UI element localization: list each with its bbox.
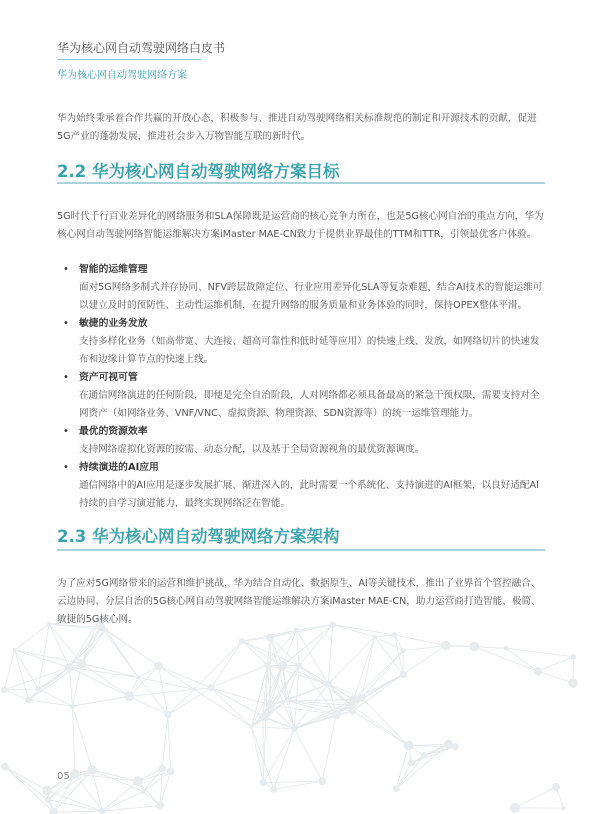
network-node [260,779,267,786]
network-link [354,637,375,700]
network-link [82,630,106,664]
section-heading-2-2: 2.2 华为核心网自动驾驶网络方案目标 [57,162,340,181]
network-node [249,725,253,729]
section-2-3-paragraph: 为了应对5G网络带来的运营和维护挑战，华为结合自动化、数据原生、AI等关键技术，推出了业界首个管控融合、云边协同、分层自治的5G核心网自动驾驶网络智能运维解决方案iMaster MAE-CN，助力运营商打造智能、极简、敏捷的5G核心网。 [57,578,541,625]
network-link [101,627,158,666]
network-link [294,711,352,729]
list-item-title: 最优的资源效率 [79,426,148,437]
network-link [282,625,332,666]
network-node [207,684,214,691]
network-link [15,650,82,663]
network-link [168,715,171,772]
network-node [192,687,196,691]
network-link [48,770,92,800]
network-link [294,729,322,781]
network-node [266,701,274,709]
network-link [75,774,138,781]
page-number: 05 [57,771,70,782]
network-link [129,689,194,696]
network-link [515,787,556,808]
network-link [15,650,39,689]
chapter-title: 华为核心网自动驾驶网络方案 [57,70,187,81]
network-link [396,744,448,788]
network-node [503,646,508,651]
section-2-2-paragraph: 5G时代千行百业差异化的网络服务和SLA保障既是运营商的核心竞争力所在，也是5G核心网自治的重点方向，华为核心网自动驾驶网络智能运维解决方案iMaster MAE-CN致力于提供业界最佳的TTM和TTR，引领最优客户体验。 [57,211,544,240]
network-node [534,667,542,675]
network-node [12,648,16,652]
network-node [441,641,450,650]
network-node [164,711,171,718]
network-node [45,796,52,803]
network-link [328,625,332,684]
network-node [70,704,75,709]
network-link [351,706,408,746]
network-node [469,642,479,652]
section-divider [57,549,545,551]
list-item [57,369,547,423]
network-node [1,687,7,693]
network-link [374,635,394,637]
bullet-icon: • [63,426,69,437]
network-node [266,633,274,641]
network-link [54,811,103,812]
network-link [29,663,82,700]
network-link [129,696,168,714]
network-node [372,635,376,639]
list-item-text: 通信网络中的AI应用是逐步发展扩展、渐进深入的，此时需要一个系统化、支持演进的AI框架，以良好适配AI持续的自学习演进能力，最终实现网络泛在智能。 [79,480,539,509]
network-link [396,745,408,788]
bullet-icon: • [63,264,69,275]
network-link [394,635,445,646]
network-link [352,711,408,745]
network-link [328,637,374,684]
network-node [318,777,326,785]
list-item-title: 敏捷的业务发放 [79,318,148,329]
network-link [194,641,242,689]
network-node [65,663,73,671]
network-link [29,667,70,700]
network-link [5,767,48,800]
network-node [510,803,520,813]
network-link [69,667,72,706]
network-node [159,765,166,772]
network-link [15,624,49,650]
network-node [401,648,405,652]
network-link [4,689,38,690]
network-link [362,651,403,698]
network-node [260,713,266,719]
network-link [267,637,270,665]
network-link [362,637,375,698]
network-link [412,747,456,763]
network-link [194,689,251,726]
network-node [393,785,400,792]
network-link [4,690,28,700]
network-node [404,741,414,751]
network-node [156,802,164,810]
network-node [358,694,366,702]
bullet-icon: • [63,372,69,383]
network-node [154,662,163,671]
network-node [421,752,427,758]
network-link [102,792,143,812]
network-node [349,708,356,715]
network-node [571,654,577,660]
list-item-title: 持续演进的AI应用 [79,462,159,473]
list-item [57,261,547,315]
network-link [362,698,409,746]
network-link [38,663,81,689]
network-node [133,776,143,786]
network-link [328,684,351,705]
bullet-icon: • [63,318,69,329]
network-node [141,789,146,794]
network-node [392,632,398,638]
network-node [1,763,9,771]
network-node [408,759,415,766]
network-link [158,666,211,688]
network-node [399,671,407,679]
network-link [162,715,168,769]
network-node [264,662,270,668]
network-link [538,657,574,672]
network-node [561,806,565,810]
network-link [409,744,449,745]
network-node [136,675,140,679]
network-link [47,791,102,812]
goal-list [57,261,547,513]
network-node [325,680,332,687]
network-link [102,806,160,812]
list-item-text: 面对5G网络多制式并存协同、NFV跨层故障定位、行业应用差异化SLA等复杂难题，结合AI技术的智能运维可以建立及时的预防性、主动性运维机制，在提升网络的服务质量和业务体验的同时，保持OPEX整体平滑。 [79,282,543,311]
network-node [568,678,577,687]
network-node [36,686,42,692]
network-link [294,700,353,729]
network-link [168,688,211,715]
list-item-title: 智能的运维管理 [79,264,148,275]
network-link [299,666,328,684]
network-link [102,781,138,811]
list-item-title: 资产可视可管 [79,372,138,383]
list-item-text: 支持多样化业务（如高带宽、大连接、超高可靠性和低时延等应用）的快速上线、发放，如网络切片的快速发布和边缘计算节点的快速上线。 [79,336,540,365]
network-link [168,689,194,714]
network-link [38,667,69,689]
network-node [284,698,289,703]
network-node [87,765,96,774]
network-node [239,638,245,644]
list-item [57,315,547,369]
network-node [296,663,302,669]
network-link [252,727,295,729]
network-link [15,650,70,667]
bullet-icon: • [63,462,69,473]
network-link [15,650,29,700]
network-node [70,769,79,778]
network-node [332,710,341,719]
network-node [25,697,32,704]
network-link [211,688,263,716]
network-link [538,671,573,683]
intro-paragraph: 华为始终秉承着合作共赢的开放心态，积极参与、推进自动驾驶网络相关标准规范的制定和开源技术的贡献，促进5G产业的蓬勃发展，推进社会步入万物智能互联的新时代。 [57,113,537,142]
network-link [4,650,14,690]
list-item-text: 支持网络虚拟化资源的按需、动态分配，以及基于全局资源视角的最优资源调度。 [79,444,425,455]
network-node [291,725,298,732]
network-node [167,768,175,776]
list-item [57,423,547,459]
network-node [270,786,277,793]
network-link [211,665,267,688]
network-link [211,641,242,688]
network-link [322,715,336,782]
network-node [278,661,287,670]
network-link [396,763,411,789]
list-item [57,459,547,513]
section-divider [57,182,545,184]
network-link [72,706,92,770]
network-node [552,783,560,791]
network-link [72,696,129,706]
network-link [72,706,75,774]
section-heading-2-3: 2.3 华为核心网自动驾驶网络方案架构 [57,527,340,546]
network-link [374,637,403,651]
network-link [49,624,69,667]
network-node [444,740,453,749]
network-link [296,630,299,666]
network-node [42,786,52,796]
network-link [82,663,129,696]
list-item-text: 在通信网络演进的任何阶段，即便是完全自治阶段，人对网络都必须具备最高的紧急干预权限，需要支持对全网资产（如网络业务、VNF/VNC、虚拟资源、物理资源、SDN资源等）的统一运维管理能力。 [79,390,540,419]
network-link [75,774,102,811]
header-divider [57,59,201,60]
network-link [263,718,266,782]
network-node [47,622,52,627]
network-link [242,641,267,665]
network-link [158,666,167,715]
network-background-graphic [0,600,600,814]
document-title: 华为核心网自动驾驶网络白皮书 [57,41,226,55]
network-node [124,691,134,701]
network-node [77,659,86,668]
